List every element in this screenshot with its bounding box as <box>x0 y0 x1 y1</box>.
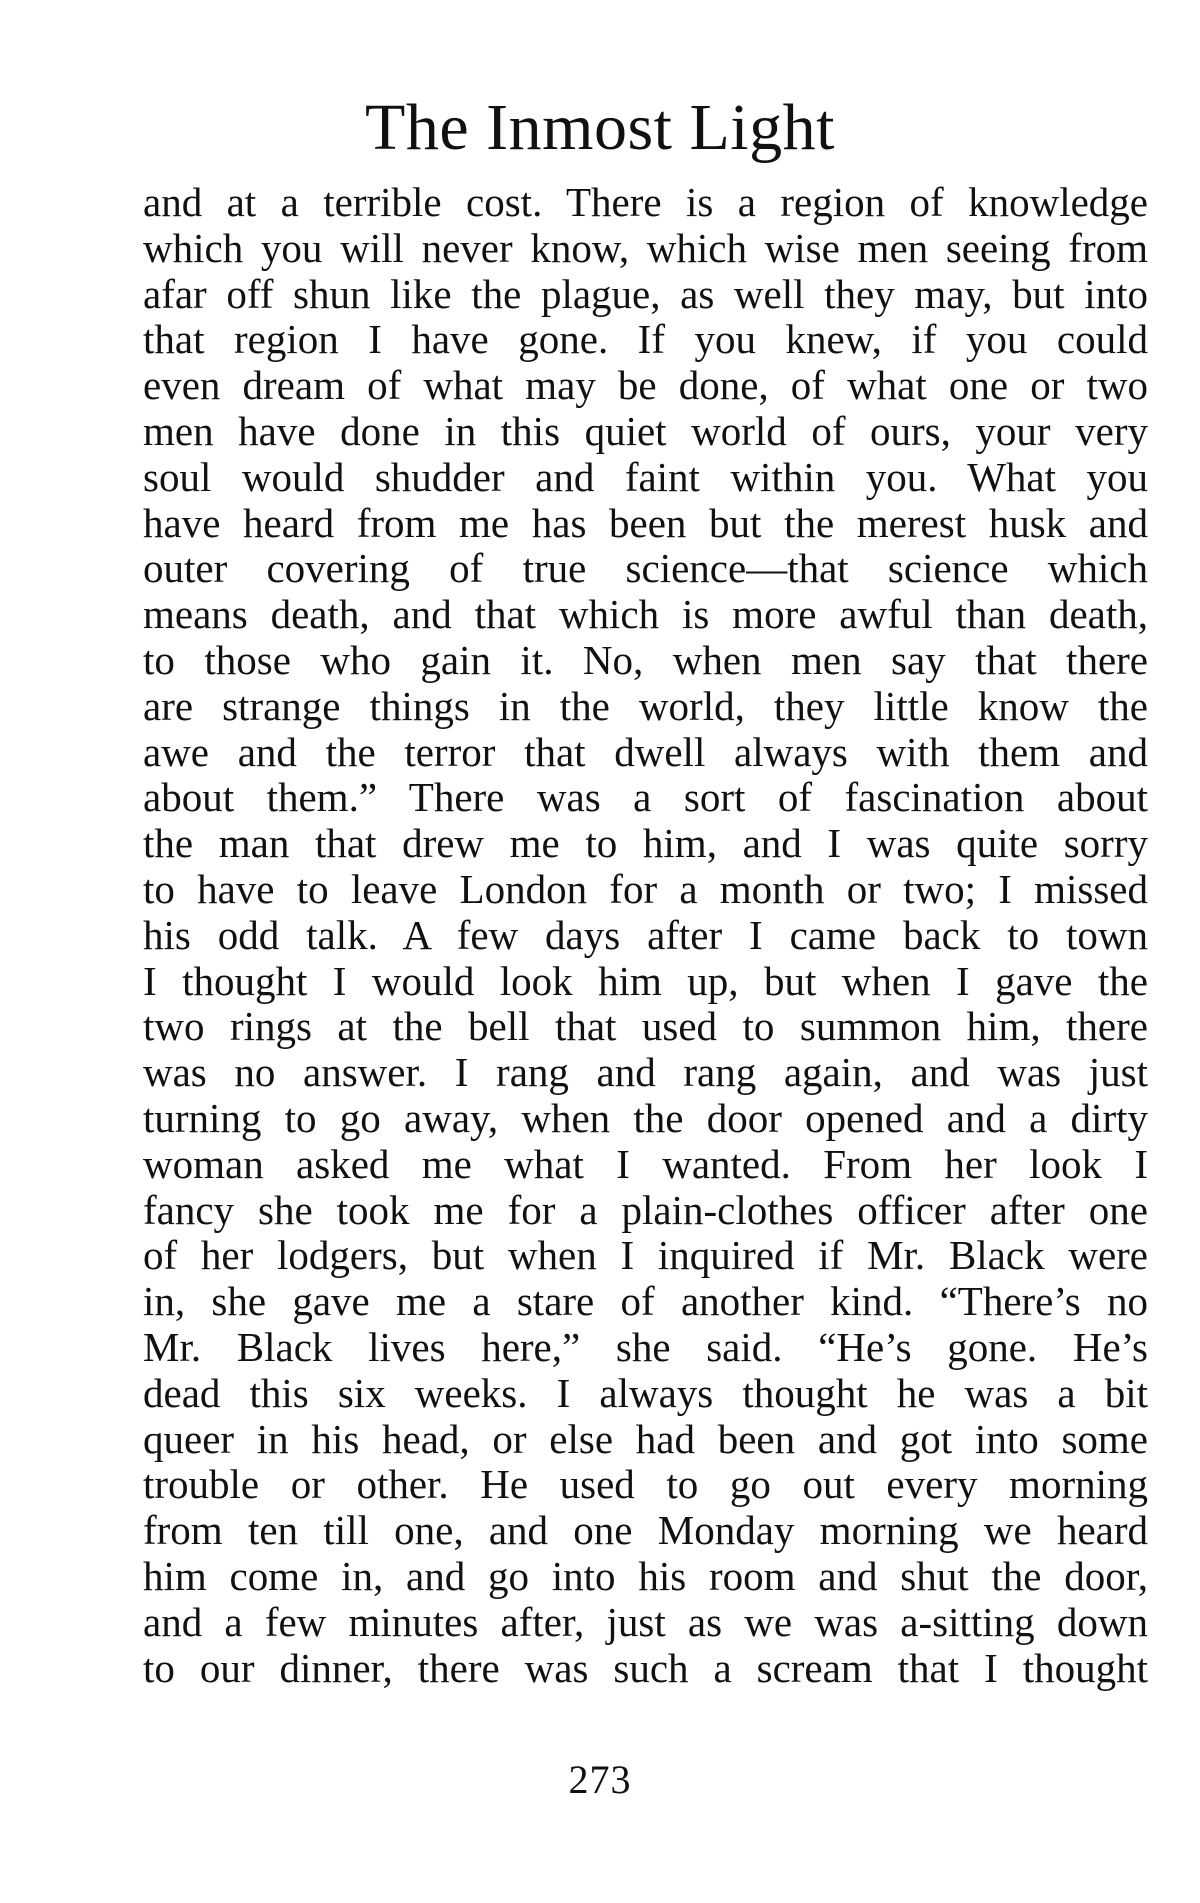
text-line: fancy she took me for a plain-clothes officer after one <box>143 1186 1148 1233</box>
text-line: to have to leave London for a month or two; I missed <box>143 865 1148 912</box>
text-line: dead this six weeks. I always thought he was a bit <box>143 1369 1148 1416</box>
text-line: outer covering of true science—that science which <box>143 545 1148 592</box>
text-line: was no answer. I rang and rang again, and was just <box>143 1049 1148 1096</box>
running-head-title: The Inmost Light <box>365 91 835 164</box>
text-line: which you will never know, which wise men seeing from <box>143 224 1148 271</box>
text-line: and at a terrible cost. There is a region of knowledge <box>143 179 1148 225</box>
text-line: are strange things in the world, they little know the <box>143 682 1148 729</box>
body-text <box>143 180 1148 1691</box>
text-line: even dream of what may be done, of what one or two <box>143 362 1148 409</box>
text-line: have heard from me has been but the merest husk and <box>143 499 1148 546</box>
text-line: the man that drew me to him, and I was quite sorry <box>143 820 1148 867</box>
text-line: trouble or other. He used to go out every morning <box>143 1461 1148 1508</box>
text-line: his odd talk. A few days after I came back to town <box>143 911 1148 958</box>
text-line: queer in his head, or else had been and got into some <box>143 1415 1148 1462</box>
text-line: in, she gave me a stare of another kind. “There’s no <box>143 1278 1148 1325</box>
text-line: him come in, and go into his room and shut the door, <box>143 1552 1148 1599</box>
text-line: woman asked me what I wanted. From her look I <box>143 1140 1148 1187</box>
text-line: I thought I would look him up, but when I gave the <box>143 957 1148 1004</box>
text-line: from ten till one, and one Monday morning we heard <box>143 1507 1148 1554</box>
text-line: Mr. Black lives here,” she said. “He’s gone. He’s <box>143 1323 1148 1370</box>
text-line: turning to go away, when the door opened and a dirty <box>143 1094 1148 1141</box>
text-line: to those who gain it. No, when men say that there <box>143 636 1148 683</box>
text-line: and a few minutes after, just as we was a-sitting down <box>143 1598 1148 1645</box>
text-line: awe and the terror that dwell always with them and <box>143 728 1148 775</box>
text-line: means death, and that which is more awful than death, <box>143 591 1148 638</box>
text-line: about them.” There was a sort of fascination about <box>143 774 1148 821</box>
text-line: soul would shudder and faint within you. What you <box>143 453 1148 500</box>
text-line: afar off shun like the plague, as well they may, but into <box>143 270 1148 317</box>
text-line: that region I have gone. If you knew, if you could <box>143 316 1148 363</box>
text-line: two rings at the bell that used to summon him, there <box>143 1003 1148 1050</box>
text-line: to our dinner, there was such a scream that I thought <box>143 1644 1148 1691</box>
text-line: men have done in this quiet world of ours, your very <box>143 407 1148 454</box>
page-number: 273 <box>568 1757 632 1802</box>
text-line: of her lodgers, but when I inquired if Mr. Black were <box>143 1232 1148 1279</box>
